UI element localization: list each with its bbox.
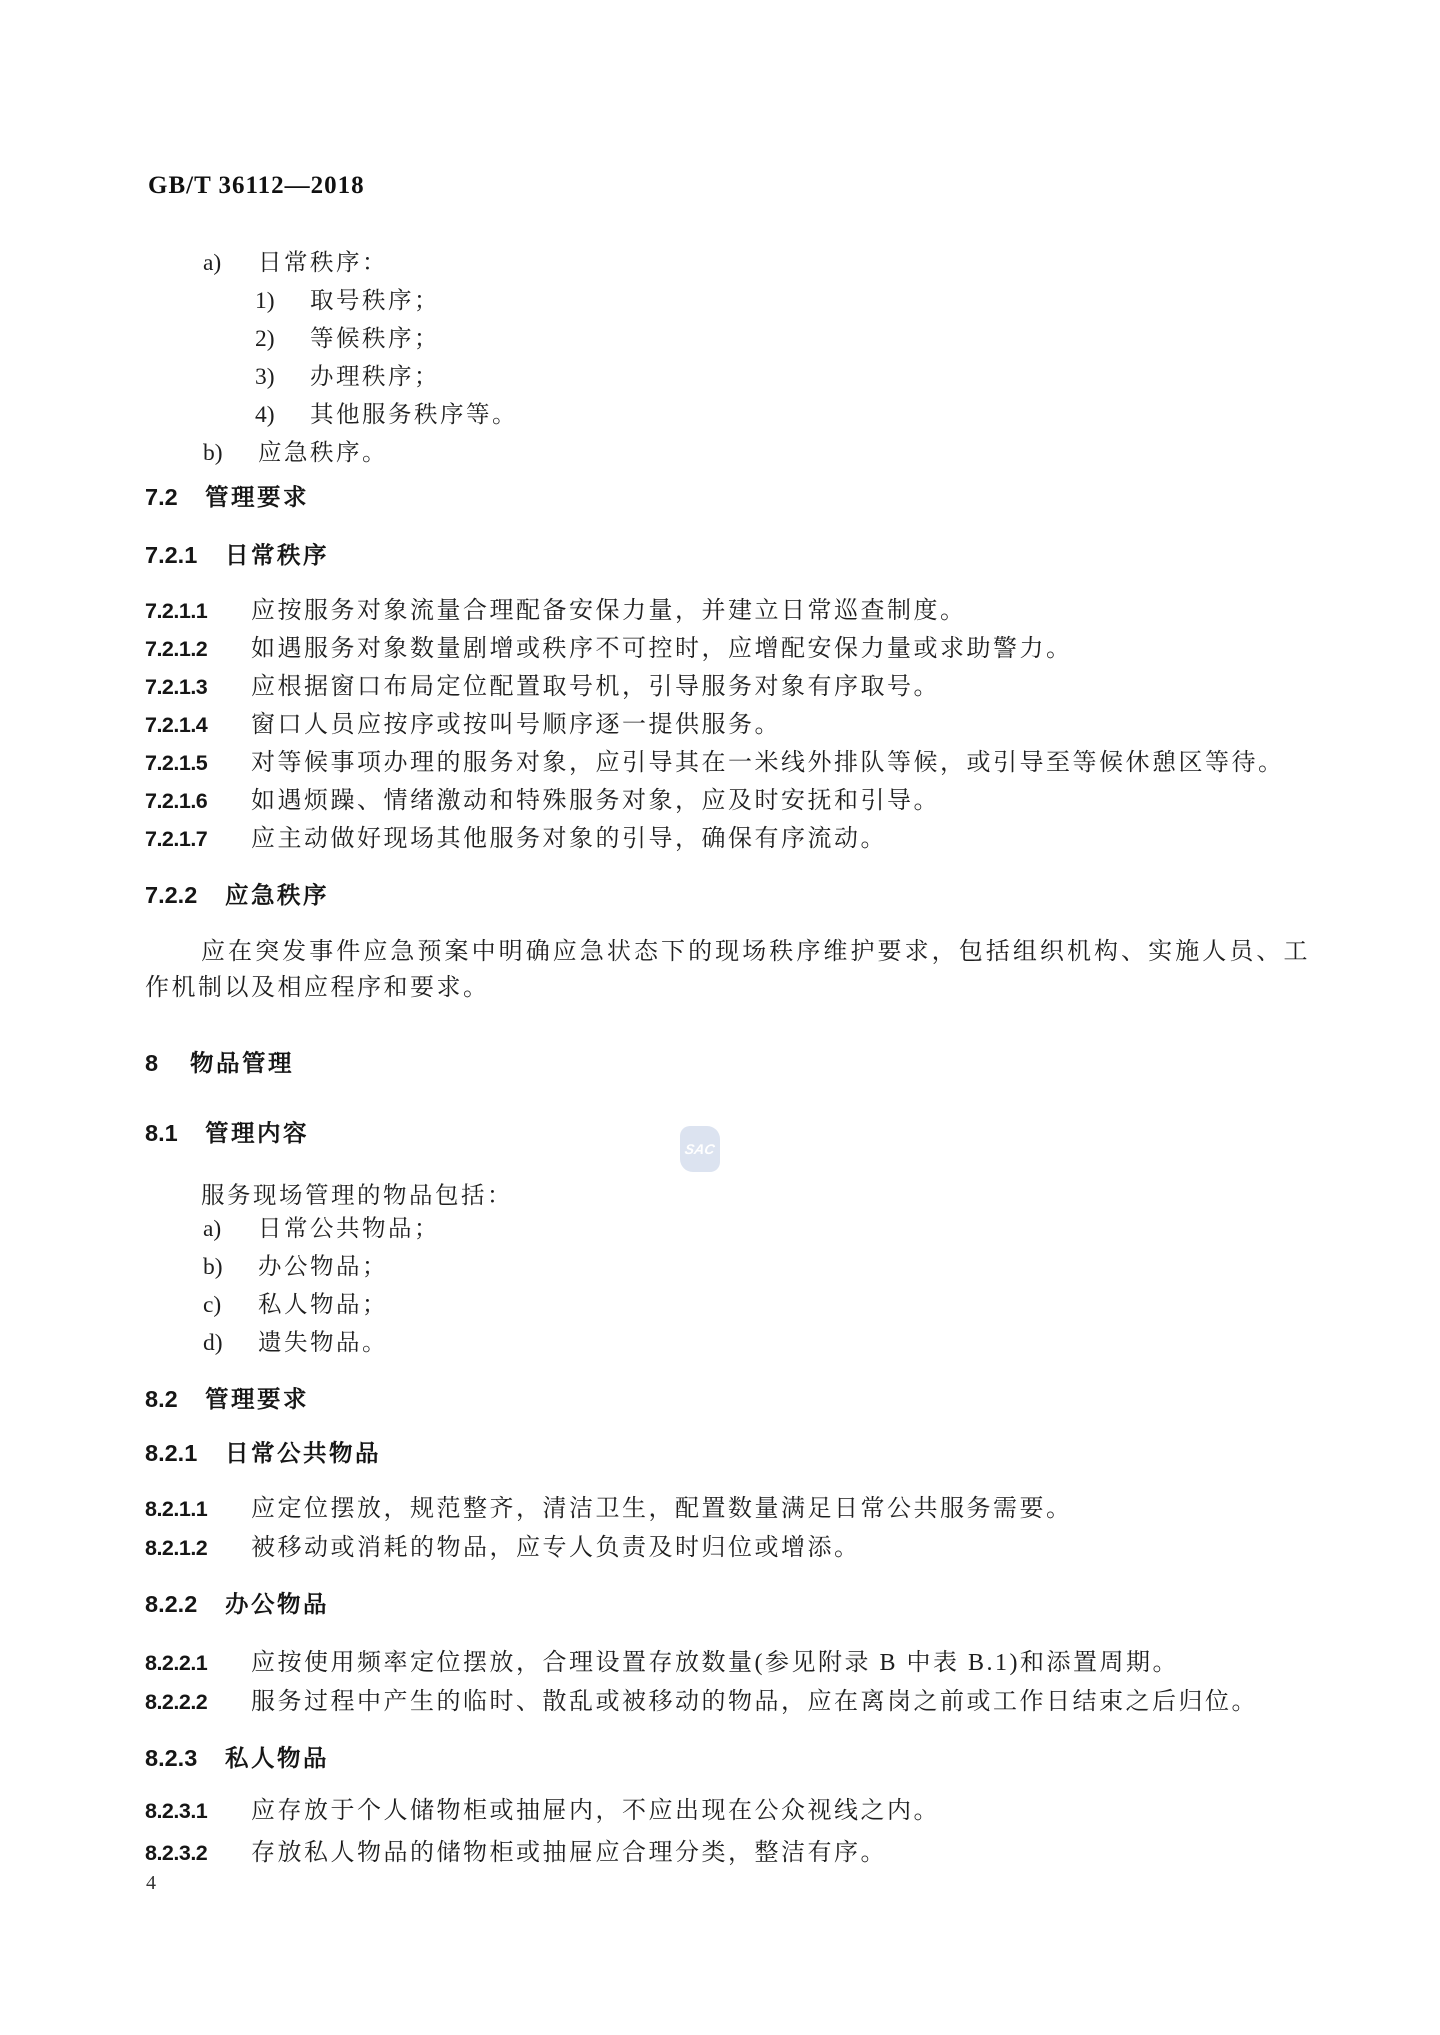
list-label: 2) xyxy=(255,326,275,352)
clause-7-2-1-2 xyxy=(145,634,1310,665)
standard-number: GB/T 36112—2018 xyxy=(148,172,365,199)
list-label: a) xyxy=(203,250,222,276)
paragraph-7-2-2: 应在突发事件应急预案中明确应急状态下的现场秩序维护要求，包括组织机构、实施人员、工作机制以及相应程序和要求。 xyxy=(145,939,1310,1001)
section-heading-8-2-1 xyxy=(145,1438,1310,1468)
clause-number: 7.2.1.6 xyxy=(145,789,208,813)
clause-text: 对等候事项办理的服务对象，应引导其在一米线外排队等候，或引导至等候休憩区等待。 xyxy=(251,750,1285,776)
clause-number: 7.2.1.7 xyxy=(145,827,208,851)
list-text: 办理秩序； xyxy=(310,364,440,390)
clause-number: 8.2.3.2 xyxy=(145,1841,208,1865)
paragraph-8-1-intro: 服务现场管理的物品包括： xyxy=(201,1183,513,1209)
section-number: 7.2.1 xyxy=(145,542,198,568)
section-heading-8-2-2 xyxy=(145,1589,1310,1619)
clause-7-2-1-5 xyxy=(145,748,1310,779)
clause-number: 7.2.1.2 xyxy=(145,637,208,661)
list-item-4 xyxy=(145,400,1310,430)
clause-8-2-1-1 xyxy=(145,1494,1310,1525)
section-title: 日常秩序 xyxy=(225,542,329,568)
clause-7-2-1-3 xyxy=(145,672,1310,703)
sac-watermark-text: SAC xyxy=(683,1141,717,1157)
clause-7-2-1-7 xyxy=(145,824,1310,855)
clause-7-2-1-6 xyxy=(145,786,1310,817)
section-title: 管理内容 xyxy=(205,1120,309,1146)
clause-text: 应根据窗口布局定位配置取号机，引导服务对象有序取号。 xyxy=(251,674,940,700)
clause-number: 7.2.1.5 xyxy=(145,751,208,775)
clause-text: 应定位摆放，规范整齐，清洁卫生，配置数量满足日常公共服务需要。 xyxy=(251,1496,1073,1522)
clause-text: 应存放于个人储物柜或抽屉内，不应出现在公众视线之内。 xyxy=(251,1798,940,1824)
chapter-number: 8 xyxy=(145,1050,159,1076)
list-item-3 xyxy=(145,362,1310,392)
section-title: 私人物品 xyxy=(225,1745,329,1771)
clause-8-2-1-2 xyxy=(145,1533,1310,1564)
list-text: 应急秩序。 xyxy=(258,440,388,466)
section-heading-7-2 xyxy=(145,482,1310,512)
list-item-a xyxy=(145,1214,1310,1244)
section-number: 7.2.2 xyxy=(145,882,198,908)
list-label: b) xyxy=(203,440,223,466)
list-text: 等候秩序； xyxy=(310,326,440,352)
section-title: 管理要求 xyxy=(205,484,309,510)
clause-text: 应按服务对象流量合理配备安保力量，并建立日常巡查制度。 xyxy=(251,598,967,624)
clause-text: 如遇服务对象数量剧增或秩序不可控时，应增配安保力量或求助警力。 xyxy=(251,636,1073,662)
section-number: 8.1 xyxy=(145,1120,178,1146)
list-text: 其他服务秩序等。 xyxy=(310,402,518,428)
page-number: 4 xyxy=(146,1872,156,1894)
list-text: 办公物品； xyxy=(258,1254,388,1280)
clause-text: 窗口人员应按序或按叫号顺序逐一提供服务。 xyxy=(251,712,781,738)
list-item-d xyxy=(145,1328,1310,1358)
clause-8-2-3-2 xyxy=(145,1838,1310,1869)
list-label: b) xyxy=(203,1254,223,1280)
clause-8-2-2-1 xyxy=(145,1648,1310,1679)
section-title: 应急秩序 xyxy=(225,882,329,908)
list-item-b xyxy=(145,1252,1310,1282)
clause-text: 被移动或消耗的物品，应专人负责及时归位或增添。 xyxy=(251,1535,861,1561)
list-label: c) xyxy=(203,1292,222,1318)
section-number: 7.2 xyxy=(145,484,178,510)
clause-text: 存放私人物品的储物柜或抽屉应合理分类，整洁有序。 xyxy=(251,1840,887,1866)
clause-number: 7.2.1.4 xyxy=(145,713,208,737)
section-number: 8.2.3 xyxy=(145,1745,198,1771)
section-number: 8.2.2 xyxy=(145,1591,198,1617)
list-item-1 xyxy=(145,286,1310,316)
section-heading-7-2-2 xyxy=(145,880,1310,910)
clause-number: 8.2.2.2 xyxy=(145,1690,208,1714)
list-text: 日常秩序： xyxy=(258,250,388,276)
list-text: 遗失物品。 xyxy=(258,1330,388,1356)
section-heading-8-1 xyxy=(145,1118,1310,1148)
clause-text: 应按使用频率定位摆放，合理设置存放数量(参见附录 B 中表 B.1)和添置周期。 xyxy=(251,1650,1179,1676)
clause-number: 7.2.1.3 xyxy=(145,675,208,699)
clause-number: 8.2.3.1 xyxy=(145,1799,208,1823)
sac-watermark-logo xyxy=(680,1126,720,1172)
list-label: 4) xyxy=(255,402,275,428)
chapter-title: 物品管理 xyxy=(190,1050,294,1076)
section-number: 8.2.1 xyxy=(145,1440,198,1466)
section-title: 办公物品 xyxy=(225,1591,329,1617)
clause-8-2-2-2 xyxy=(145,1687,1310,1718)
clause-text: 如遇烦躁、情绪激动和特殊服务对象，应及时安抚和引导。 xyxy=(251,788,940,814)
clause-text: 应主动做好现场其他服务对象的引导，确保有序流动。 xyxy=(251,826,887,852)
section-number: 8.2 xyxy=(145,1386,178,1412)
clause-number: 8.2.1.2 xyxy=(145,1536,208,1560)
clause-number: 8.2.1.1 xyxy=(145,1497,208,1521)
section-title: 管理要求 xyxy=(205,1386,309,1412)
list-label: 1) xyxy=(255,288,275,314)
clause-number: 7.2.1.1 xyxy=(145,599,208,623)
list-text: 取号秩序； xyxy=(310,288,440,314)
list-text: 日常公共物品； xyxy=(258,1216,440,1242)
list-label: a) xyxy=(203,1216,222,1242)
section-heading-8-2 xyxy=(145,1384,1310,1414)
section-heading-7-2-1 xyxy=(145,540,1310,570)
section-heading-8-2-3 xyxy=(145,1743,1310,1773)
list-item-2 xyxy=(145,324,1310,354)
clause-7-2-1-4 xyxy=(145,710,1310,741)
clause-number: 8.2.2.1 xyxy=(145,1651,208,1675)
clause-7-2-1-1 xyxy=(145,596,1310,627)
chapter-heading-8 xyxy=(145,1048,1310,1078)
clause-text: 服务过程中产生的临时、散乱或被移动的物品，应在离岗之前或工作日结束之后归位。 xyxy=(251,1689,1258,1715)
list-label: d) xyxy=(203,1330,223,1356)
list-item-a xyxy=(145,248,1310,278)
list-label: 3) xyxy=(255,364,275,390)
clause-8-2-3-1 xyxy=(145,1796,1310,1827)
list-item-c xyxy=(145,1290,1310,1320)
section-title: 日常公共物品 xyxy=(225,1440,381,1466)
list-item-b xyxy=(145,438,1310,468)
list-text: 私人物品； xyxy=(258,1292,388,1318)
